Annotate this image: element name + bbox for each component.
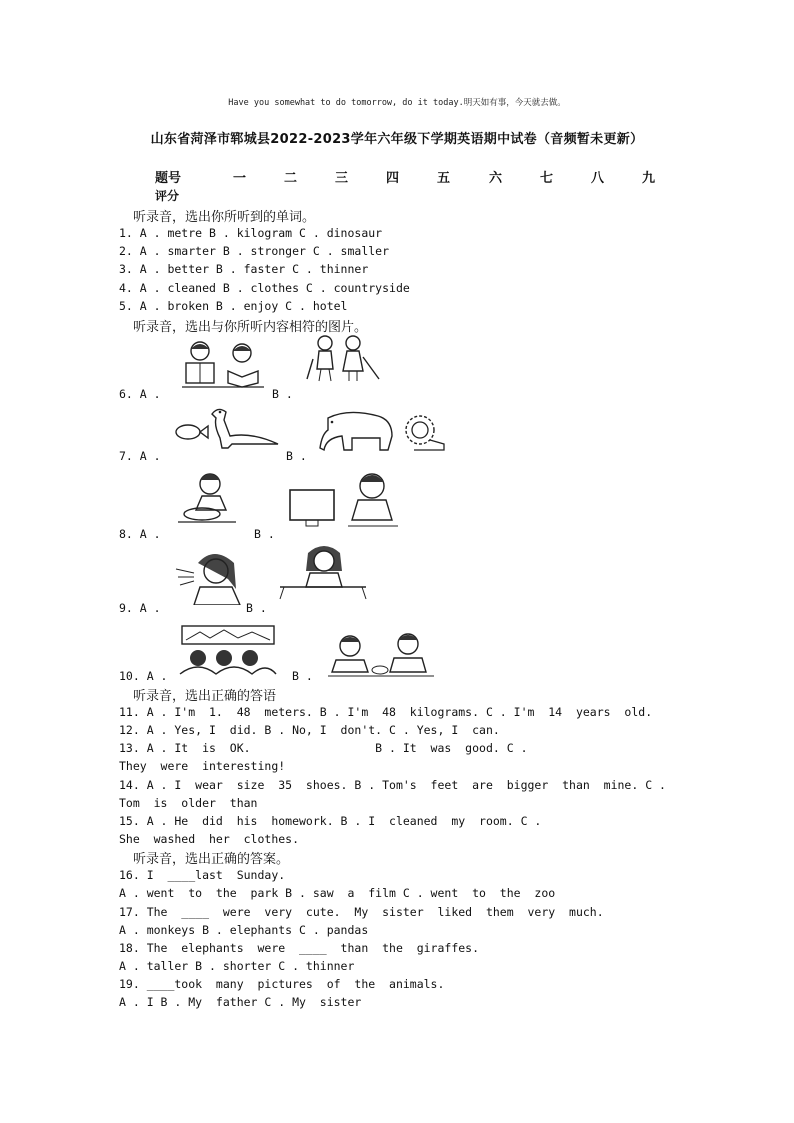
score-col-4: 四 bbox=[386, 171, 400, 186]
motto-header: Have you somewhat to do tomorrow, do it today.明天如有事，今天就去做。 bbox=[228, 98, 566, 108]
question-16-options: A . went to the park B . saw a film C . went to the zoo bbox=[119, 886, 556, 900]
section-1-heading: 听录音，选出你所听到的单词。 bbox=[133, 210, 316, 225]
section-4-heading: 听录音，选出正确的答案。 bbox=[133, 852, 290, 867]
boy-washing-clothes-picture bbox=[176, 470, 238, 526]
question-2: 2. A . smarter B . stronger C . smaller bbox=[119, 244, 390, 258]
question-3: 3. A . better B . faster C . thinner bbox=[119, 262, 369, 276]
girl-sneezing-picture bbox=[174, 549, 246, 605]
q7-option-b: B . bbox=[286, 449, 307, 463]
question-15-continued: She washed her clothes. bbox=[119, 832, 300, 846]
q10-option-b: B . bbox=[292, 669, 313, 683]
question-18: 18. The elephants were ____ than the giraffes. bbox=[119, 941, 480, 955]
cinema-audience-picture bbox=[176, 624, 280, 676]
question-15: 15. A . He did his homework. B . I cleaned my room. C . bbox=[119, 814, 542, 828]
score-col-1: 一 bbox=[233, 171, 247, 186]
score-col-2: 二 bbox=[284, 171, 298, 186]
score-col-3: 三 bbox=[335, 171, 349, 186]
score-col-7: 七 bbox=[540, 171, 554, 186]
exam-title: 山东省菏泽市郓城县2022-2023学年六年级下学期英语期中试卷（音频暂未更新） bbox=[150, 132, 644, 147]
question-17-options: A . monkeys B . elephants C . pandas bbox=[119, 923, 369, 937]
q6-option-b: B . bbox=[272, 387, 293, 401]
girl-eating-at-table-picture bbox=[278, 541, 368, 601]
question-4: 4. A . cleaned B . clothes C . countryside bbox=[119, 281, 410, 295]
score-row-label: 评分 bbox=[155, 189, 180, 203]
question-17: 17. The ____ were very cute. My sister liked them very much. bbox=[119, 905, 604, 919]
question-16: 16. I ____last Sunday. bbox=[119, 868, 286, 882]
q6-option-a: 6. A . bbox=[119, 387, 161, 401]
boy-watching-tv-picture bbox=[288, 470, 400, 528]
section-3-heading: 听录音，选出正确的答语 bbox=[133, 689, 277, 704]
score-table-header bbox=[155, 167, 675, 187]
question-18-options: A . taller B . shorter C . thinner bbox=[119, 959, 355, 973]
q7-option-a: 7. A . bbox=[119, 449, 161, 463]
q9-option-b: B . bbox=[246, 601, 267, 615]
question-12: 12. A . Yes, I did. B . No, I don't. C . Yes, I can. bbox=[119, 723, 500, 737]
question-11: 11. A . I'm 1. 48 meters. B . I'm 48 kilograms. C . I'm 14 years old. bbox=[119, 705, 653, 719]
question-13: 13. A . It is OK. B . It was good. C . bbox=[119, 741, 528, 755]
q10-option-a: 10. A . bbox=[119, 669, 168, 683]
score-col-label: 题号 bbox=[155, 171, 182, 186]
q9-option-a: 9. A . bbox=[119, 601, 161, 615]
question-1: 1. A . metre B . kilogram C . dinosaur bbox=[119, 226, 383, 240]
question-14: 14. A . I wear size 35 shoes. B . Tom's feet are bigger than mine. C . bbox=[119, 778, 666, 792]
section-2-heading: 听录音，选出与你所听内容相符的图片。 bbox=[133, 320, 368, 335]
q8-option-b: B . bbox=[254, 527, 275, 541]
question-19-options: A . I B . My father C . My sister bbox=[119, 995, 362, 1009]
kids-sweeping-floor-picture bbox=[305, 333, 385, 385]
question-19: 19. ____took many pictures of the animals. bbox=[119, 977, 445, 991]
question-14-continued: Tom is older than bbox=[119, 796, 258, 810]
people-eating-together-picture bbox=[326, 632, 436, 678]
question-5: 5. A . broken B . enjoy C . hotel bbox=[119, 299, 348, 313]
q8-option-a: 8. A . bbox=[119, 527, 161, 541]
elephant-and-lion-picture bbox=[318, 408, 448, 452]
score-col-6: 六 bbox=[489, 171, 503, 186]
score-col-8: 八 bbox=[591, 171, 605, 186]
fish-and-dinosaur-picture bbox=[172, 404, 282, 450]
boys-reading-books-picture bbox=[180, 337, 266, 389]
score-col-9: 九 bbox=[642, 171, 656, 186]
score-col-5: 五 bbox=[437, 171, 451, 186]
question-13-continued: They were interesting! bbox=[119, 759, 286, 773]
